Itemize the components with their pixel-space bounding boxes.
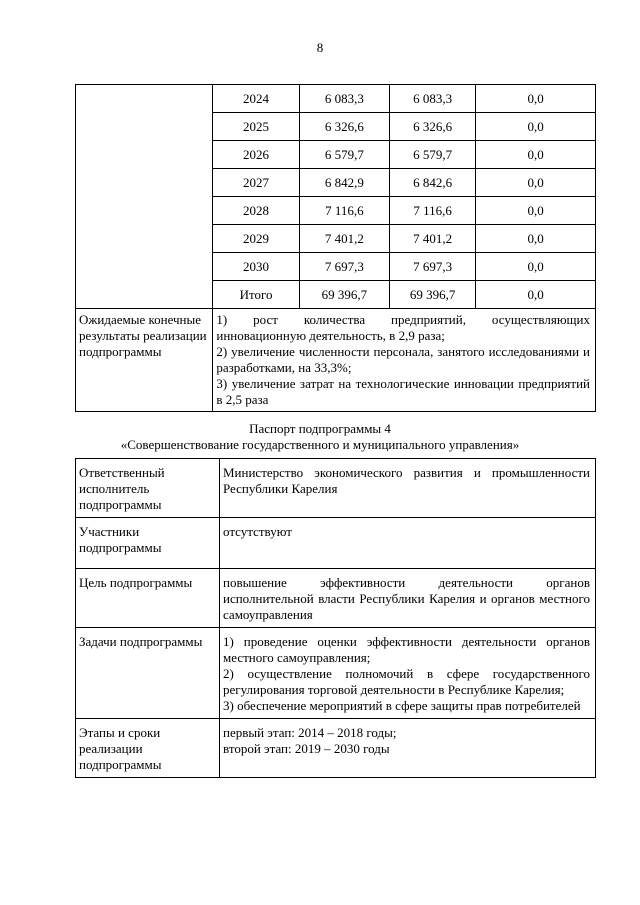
value-budget-cell: 6 842,6 <box>389 169 475 197</box>
task-item: 3) обеспечение мероприятий в сфере защиты прав потребителей <box>223 698 581 713</box>
value-total-cell: 6 326,6 <box>299 113 389 141</box>
value-total-cell: 7 401,2 <box>299 225 389 253</box>
year-cell: 2030 <box>213 253 299 281</box>
financing-table <box>75 84 596 412</box>
value-other-cell: 0,0 <box>476 113 596 141</box>
responsible-label: Ответственный исполнитель подпрограммы <box>76 459 220 518</box>
stage-item: первый этап: 2014 – 2018 годы; <box>223 725 397 740</box>
value-total-cell: 69 396,7 <box>299 281 389 309</box>
value-total-cell: 6 579,7 <box>299 141 389 169</box>
value-budget-cell: 6 579,7 <box>389 141 475 169</box>
results-row <box>76 309 596 412</box>
participants-row <box>76 518 596 569</box>
tasks-label: Задачи подпрограммы <box>76 628 220 719</box>
value-other-cell: 0,0 <box>476 85 596 113</box>
financing-row <box>76 85 596 113</box>
participants-value: отсутствуют <box>220 518 596 569</box>
results-label: Ожидаемые конечные результаты реализации подпрограммы <box>76 309 213 412</box>
goal-label: Цель подпрограммы <box>76 569 220 628</box>
year-cell: 2027 <box>213 169 299 197</box>
task-item: 2) осуществление полномочий в сфере государственного регулирования торговой деятельности в Республике Карелия; <box>223 666 590 697</box>
value-other-cell: 0,0 <box>476 169 596 197</box>
stages-value <box>220 719 596 778</box>
task-item: 1) проведение оценки эффективности деятельности органов местного самоуправления; <box>223 634 590 665</box>
year-cell: 2025 <box>213 113 299 141</box>
value-budget-cell: 6 083,3 <box>389 85 475 113</box>
year-cell: 2026 <box>213 141 299 169</box>
value-other-cell: 0,0 <box>476 141 596 169</box>
result-item: 2) увеличение численности персонала, занятого исследованиями и разработками, на 33,3%; <box>216 344 590 375</box>
value-other-cell: 0,0 <box>476 225 596 253</box>
responsible-value: Министерство экономического развития и промышленности Республики Карелия <box>220 459 596 518</box>
goal-value: повышение эффективности деятельности органов исполнительной власти Республики Карелия и органов местного самоуправления <box>220 569 596 628</box>
section-title-line1: Паспорт подпрограммы 4 <box>249 421 391 436</box>
section-title <box>0 421 640 453</box>
value-total-cell: 6 083,3 <box>299 85 389 113</box>
value-total-cell: 7 697,3 <box>299 253 389 281</box>
passport-table <box>75 458 596 778</box>
result-item: 3) увеличение затрат на технологические инновации предприятий в 2,5 раза <box>216 376 590 407</box>
section-title-line2: «Совершенствование государственного и муниципального управления» <box>120 437 520 452</box>
value-total-cell: 6 842,9 <box>299 169 389 197</box>
year-cell: 2024 <box>213 85 299 113</box>
responsible-row <box>76 459 596 518</box>
stages-label: Этапы и сроки реализации подпрограммы <box>76 719 220 778</box>
value-total-cell: 7 116,6 <box>299 197 389 225</box>
page-number: 8 <box>316 40 324 55</box>
value-budget-cell: 6 326,6 <box>389 113 475 141</box>
tasks-row <box>76 628 596 719</box>
value-budget-cell: 7 401,2 <box>389 225 475 253</box>
result-item: 1) рост количества предприятий, осуществляющих инновационную деятельность, в 2,9 раза; <box>216 312 590 343</box>
financing-label-cell <box>76 85 213 309</box>
value-other-cell: 0,0 <box>476 197 596 225</box>
year-cell: 2029 <box>213 225 299 253</box>
year-cell: Итого <box>213 281 299 309</box>
stages-row <box>76 719 596 778</box>
stage-item: второй этап: 2019 – 2030 годы <box>223 741 390 756</box>
year-cell: 2028 <box>213 197 299 225</box>
participants-label: Участники подпрограммы <box>76 518 220 569</box>
tasks-value <box>220 628 596 719</box>
value-budget-cell: 7 116,6 <box>389 197 475 225</box>
value-budget-cell: 69 396,7 <box>389 281 475 309</box>
value-other-cell: 0,0 <box>476 281 596 309</box>
value-other-cell: 0,0 <box>476 253 596 281</box>
results-value <box>213 309 596 412</box>
goal-row <box>76 569 596 628</box>
value-budget-cell: 7 697,3 <box>389 253 475 281</box>
